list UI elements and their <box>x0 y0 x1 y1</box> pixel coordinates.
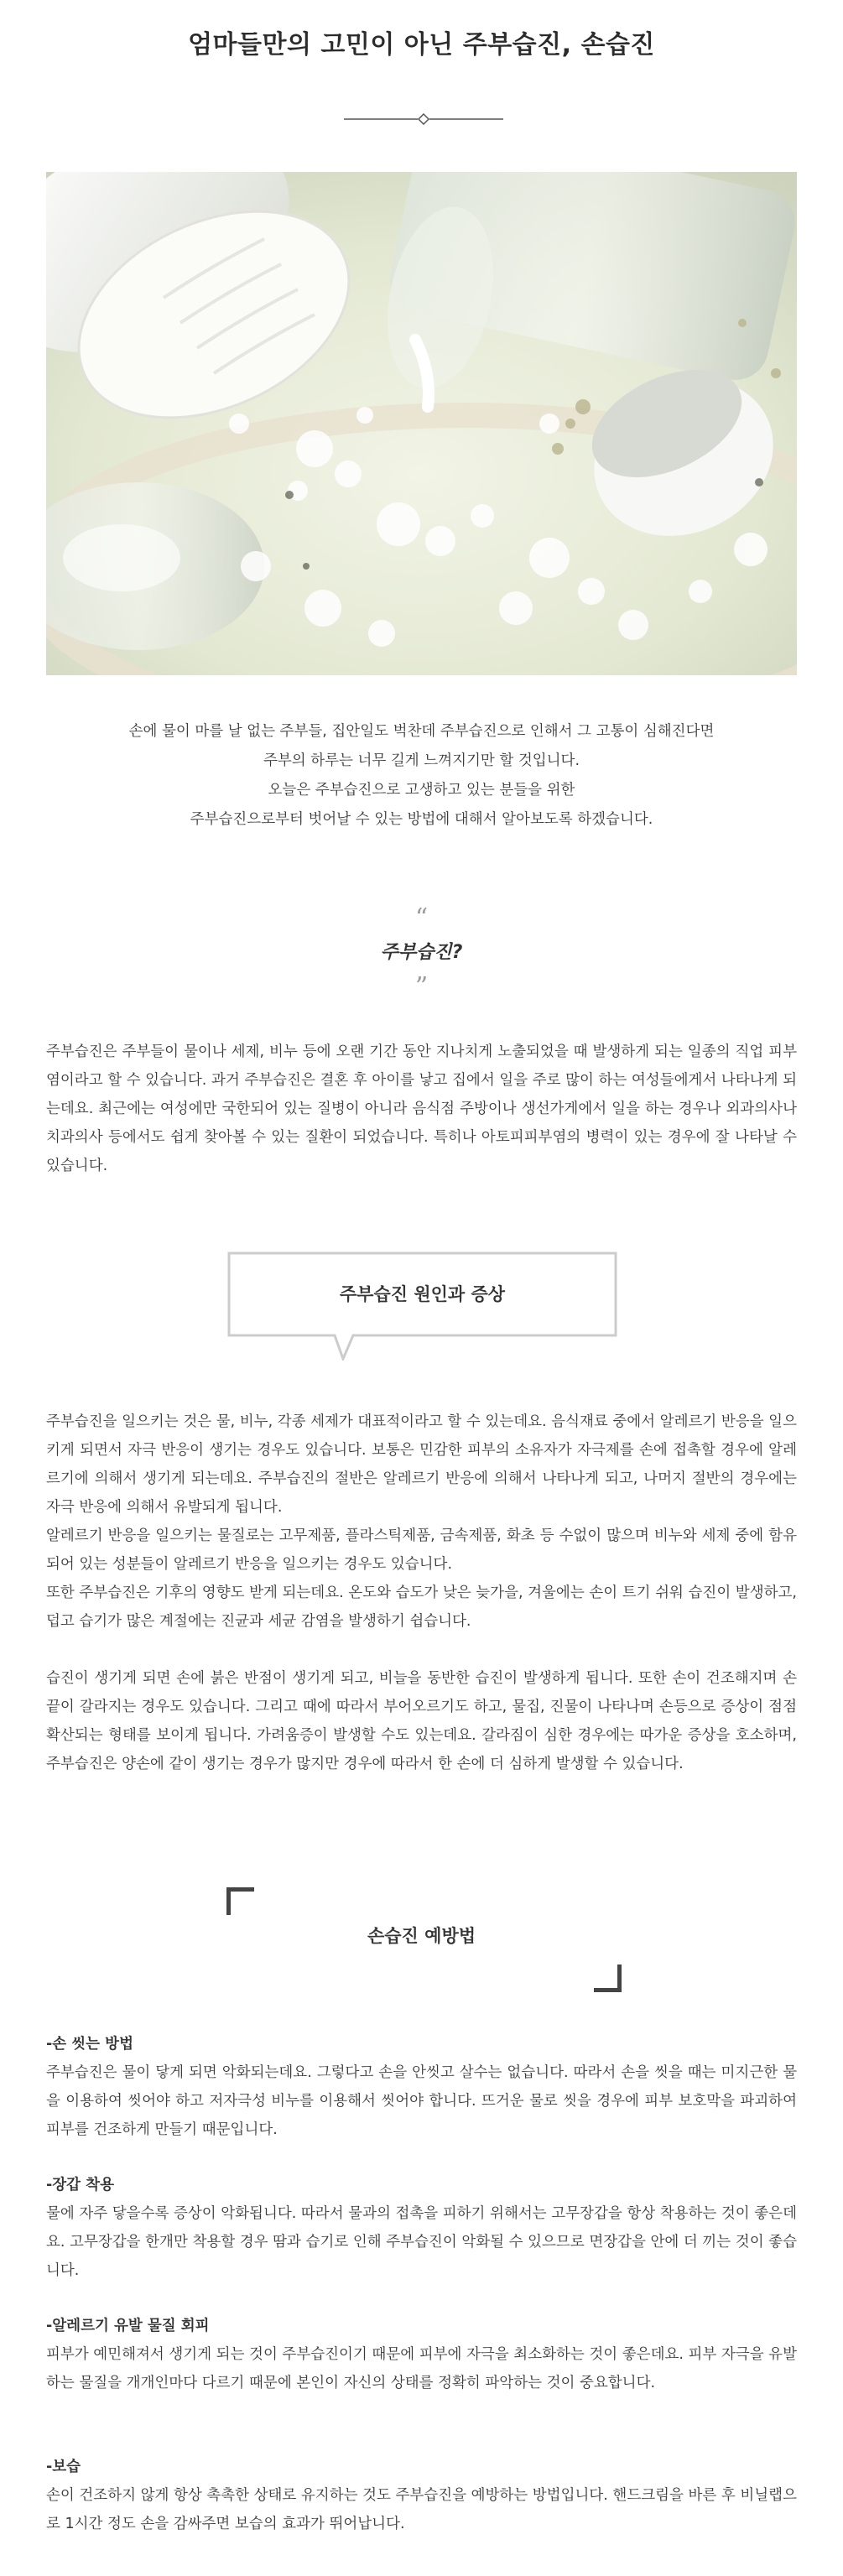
prevention-tip <box>46 2312 797 2397</box>
tip-body: 주부습진은 물이 닿게 되면 악화되는데요. 그렇다고 손을 안씻고 살수는 없습니다. 따라서 손을 씻을 때는 미지근한 물을 이용하여 씻어야 하고 저자극성 비누를 이용해서 씻어야 합니다. 뜨거운 물로 씻을 경우에 피부 보호막을 파괴하여 피부를 건조하게 만들기 때문입니다. <box>46 2064 797 2138</box>
tip-body: 피부가 예민해져서 생기게 되는 것이 주부습진이기 때문에 피부에 자극을 최소화하는 것이 좋은데요. 피부 자극을 유발하는 물질을 개개인마다 다르기 때문에 본인이 자신의 상태를 정확히 파악하는 것이 중요합니다. <box>46 2346 797 2391</box>
intro-line: 오늘은 주부습진으로 고생하고 있는 분들을 위한 <box>268 782 575 799</box>
open-quote-icon: “ <box>414 903 429 933</box>
tip-body: 물에 자주 닿을수록 증상이 악화됩니다. 따라서 물과의 접촉을 피하기 위해서는 고무장갑을 항상 착용하는 것이 좋은데요. 고무장갑을 한개만 착용할 경우 땀과 습기로 인해 주부습진이 악화될 수 있으므로 면장갑을 안에 더 끼는 것이 좋습니다. <box>46 2205 797 2279</box>
causes-paragraph: 또한 주부습진은 기후의 영향도 받게 되는데요. 온도와 습도가 낮은 늦가을, 겨울에는 손이 트기 쉬워 습진이 발생하고, 덥고 습기가 많은 계절에는 진균과 세균 감염을 발생하기 쉽습니다. <box>46 1585 797 1630</box>
causes-heading: 주부습진 원인과 증상 <box>339 1284 506 1304</box>
tip-body: 손이 건조하지 않게 항상 촉촉한 상태로 유지하는 것도 주부습진을 예방하는 방법입니다. 핸드크림을 바른 후 비닐랩으로 1시간 정도 손을 감싸주면 보습의 효과가 뛰어납니다. <box>46 2487 797 2532</box>
prevention-tip <box>46 2171 797 2285</box>
intro-line: 주부습진으로부터 벗어날 수 있는 방법에 대해서 알아보도록 하겠습니다. <box>190 811 653 828</box>
tip-heading: -보습 <box>46 2459 81 2475</box>
causes-paragraph: 주부습진을 일으키는 것은 물, 비누, 각종 세제가 대표적이라고 할 수 있는데요. 음식재료 중에서 알레르기 반응을 일으키게 되면서 자극 반응이 생기는 경우도 있습니다. 보통은 민감한 피부의 소유자가 자극제를 손에 접촉할 경우에 알레르기에 의해서 생기게 되는데요. 주부습진의 절반은 알레르기 반응에 의해서 나타나게 되고, 나머지 절반의 경우에는 자극 반응에 의해서 유발되게 됩니다. <box>46 1413 797 1516</box>
speech-bubble-frame <box>227 1252 617 1361</box>
close-quote-icon: ” <box>414 972 429 1002</box>
definition-paragraph: 주부습진은 주부들이 물이나 세제, 비누 등에 오랜 기간 동안 지나치게 노출되었을 때 발생하게 되는 일종의 직업 피부염이라고 할 수 있습니다. 과거 주부습진은 결혼 후 아이를 낳고 집에서 일을 주로 많이 하는 여성들에게서 나타나게 되는데요. 최근에는 여성에만 국한되어 있는 질병이 아니라 음식점 주방이나 생선가게에서 일을 하는 경우나 외과의사나 치과의사 등에서도 쉽게 찾아볼 수 있는 질환이 되었습니다. 특히나 아토피피부염의 병력이 있는 경우에 잘 나타날 수 있습니다. <box>46 1043 797 1174</box>
bracket-corner-top-left <box>226 1887 254 1915</box>
prevention-tip <box>46 2453 797 2538</box>
dishwashing-photo <box>46 172 797 675</box>
prevention-tip <box>46 2030 797 2144</box>
title-divider <box>344 113 503 125</box>
tip-heading: -장갑 착용 <box>46 2177 114 2194</box>
page-title: 엄마들만의 고민이 아닌 주부습진, 손습진 <box>188 30 655 60</box>
causes-paragraph: 알레르기 반응을 일으키는 물질로는 고무제품, 플라스틱제품, 금속제품, 화초 등 수없이 많으며 비누와 세제 중에 함유되어 있는 성분들이 알레르기 반응을 일으키는 경우도 있습니다. <box>46 1527 797 1573</box>
symptoms-paragraph: 습진이 생기게 되면 손에 붉은 반점이 생기게 되고, 비늘을 동반한 습진이 발생하게 됩니다. 또한 손이 건조해지며 손 끝이 갈라지는 경우도 있습니다. 그리고 때에 따라서 부어오르기도 하고, 물집, 진물이 나타나며 손등으로 증상이 점점 확산되는 형태를 보이게 됩니다. 가려움증이 발생할 수도 있는데요. 갈라짐이 심한 경우에는 따가운 증상을 호소하며, 주부습진은 양손에 같이 생기는 경우가 많지만 경우에 따라서 한 손에 더 심하게 발생할 수 있습니다. <box>46 1670 797 1772</box>
bracket-corner-bottom-right <box>594 1965 622 1992</box>
intro-text <box>46 717 797 835</box>
tip-heading: -알레르기 유발 물질 회피 <box>46 2318 210 2334</box>
intro-line: 주부의 하루는 너무 길게 느껴지기만 할 것입니다. <box>263 752 580 769</box>
intro-line: 손에 물이 마를 날 없는 주부들, 집안일도 벅찬데 주부습진으로 인해서 그 고통이 심해진다면 <box>128 723 715 740</box>
tip-heading: -손 씻는 방법 <box>46 2036 133 2053</box>
section-heading-eczema: 주부습진? <box>380 942 463 963</box>
prevention-heading: 손습진 예방법 <box>367 1926 476 1946</box>
